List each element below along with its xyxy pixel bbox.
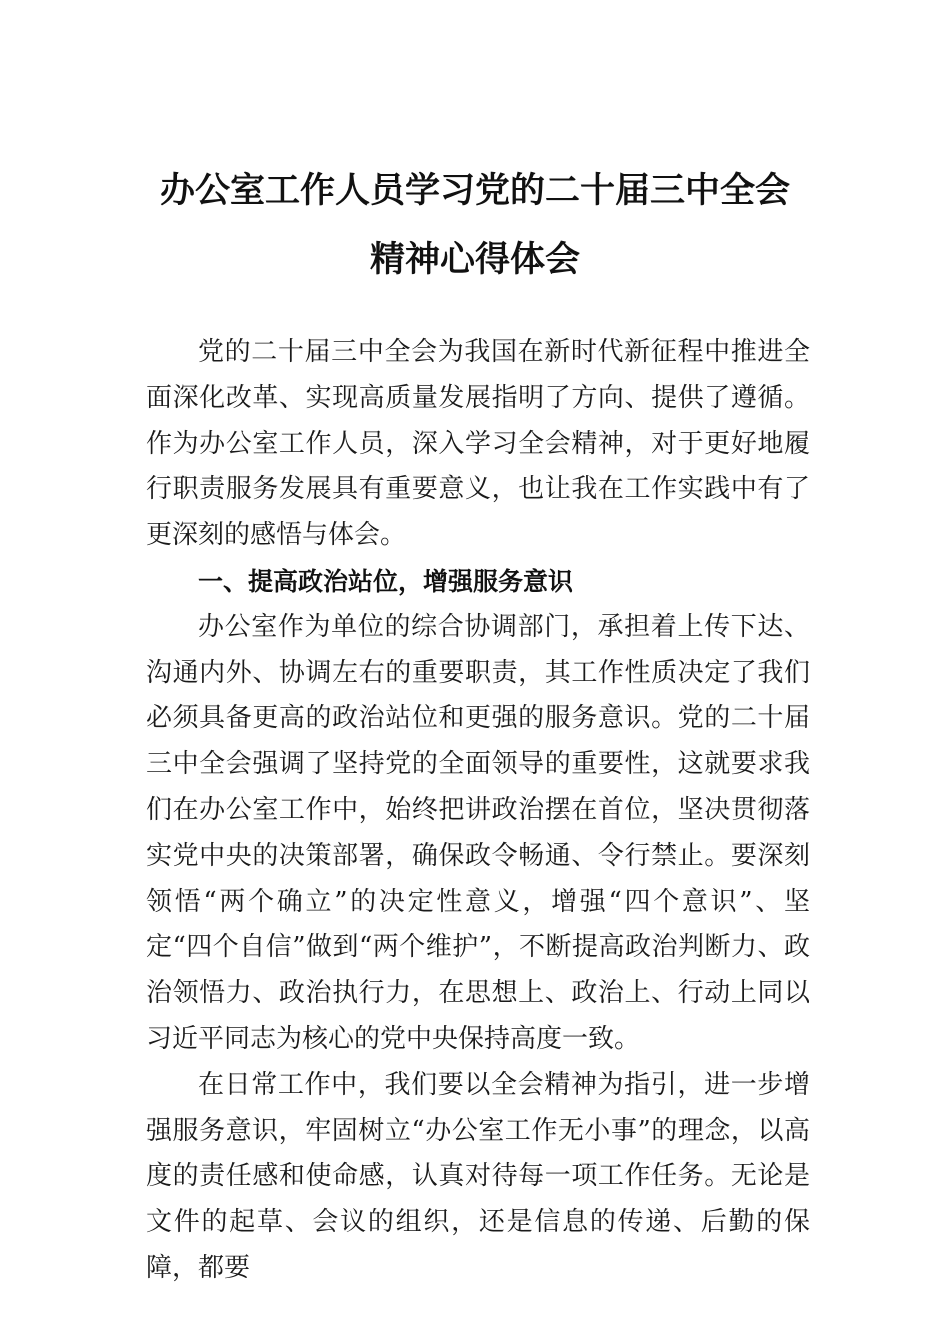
document-title-line-2: 精神心得体会: [369, 239, 580, 280]
body-paragraph-1: 办公室作为单位的综合协调部门，承担着上传下达、沟通内外、协调左右的重要职责，其工作性质决定了我们必须具备更高的政治站位和更强的服务意识。党的二十届三中全会强调了坚持党的全面领导的重要性，这就要求我们在办公室工作中，始终把讲政治摆在首位，坚决贯彻落实党中央的决策部署，确保政令畅通、令行禁止。要深刻领悟“两个确立”的决定性意义，增强“四个意识”、坚定“四个自信”做到“两个维护”，不断提高政治判断力、政治领悟力、政治执行力，在思想上、政治上、行动上同以习近平同志为核心的党中央保持高度一致。: [146, 611, 810, 1054]
document-body: [146, 330, 810, 1292]
body-paragraph-2: 在日常工作中，我们要以全会精神为指引，进一步增强服务意识，牢固树立“办公室工作无小事”的理念，以高度的责任感和使命感，认真对待每一项工作任务。无论是文件的起草、会议的组织，还是信息的传递、后勤的保障，都要: [146, 1069, 810, 1283]
document-title-line-1: 办公室工作人员学习党的二十届三中全会: [159, 170, 790, 211]
section-heading-1: 一、提高政治站位，增强服务意识: [198, 566, 574, 596]
intro-paragraph: 党的二十届三中全会为我国在新时代新征程中推进全面深化改革、实现高质量发展指明了方向、提供了遵循。作为办公室工作人员，深入学习全会精神，对于更好地履行职责服务发展具有重要意义，也让我在工作实践中有了更深刻的感悟与体会。: [146, 337, 810, 551]
